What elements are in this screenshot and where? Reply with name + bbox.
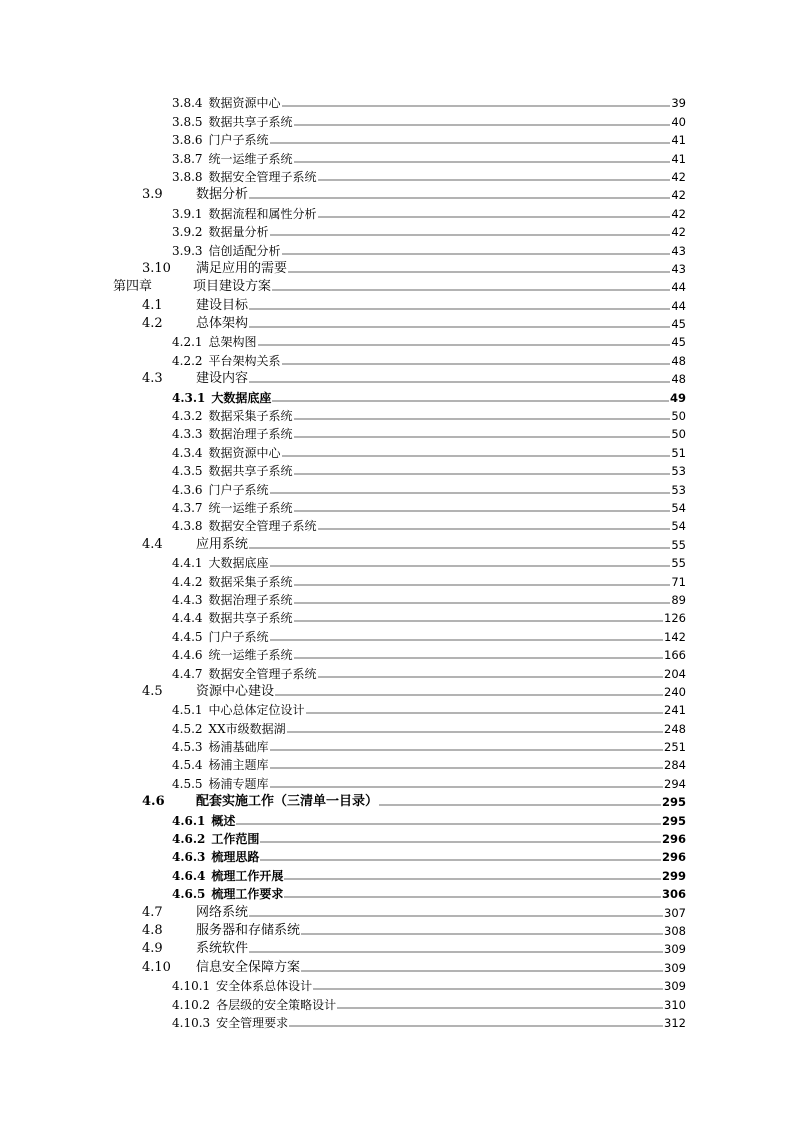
toc-entry-title: 梳理思路 xyxy=(211,850,260,865)
toc-entry-title: 概述 xyxy=(211,813,236,828)
toc-entry-title: 平台架构关系 xyxy=(208,353,281,368)
toc-entry-title: 网络系统 xyxy=(196,904,249,920)
toc-entry-title: 数据共享子系统 xyxy=(208,464,293,479)
toc-entry[interactable] xyxy=(0,405,686,423)
toc-entry-page-number: 48 xyxy=(671,372,686,387)
toc-entry-page-number: 308 xyxy=(664,923,686,938)
toc-entry[interactable] xyxy=(0,92,686,110)
toc-entry-number: 4.5.5 xyxy=(172,776,203,791)
toc-entry-number: 3.8.8 xyxy=(172,169,203,184)
dot-leader xyxy=(249,951,663,953)
dot-leader xyxy=(318,528,671,530)
toc-entry-title: 满足应用的需要 xyxy=(196,260,288,276)
toc-entry-number: 4.4.4 xyxy=(172,611,203,626)
toc-entry[interactable] xyxy=(0,717,686,735)
toc-entry-page-number: 39 xyxy=(671,96,686,111)
toc-entry[interactable] xyxy=(0,166,686,184)
toc-entry-number: 3.9.2 xyxy=(172,225,203,240)
toc-entry-page-number: 41 xyxy=(671,151,686,166)
toc-entry-page-number: 309 xyxy=(664,979,686,994)
toc-entry-page-number: 54 xyxy=(671,500,686,515)
toc-entry-title: 数据采集子系统 xyxy=(208,574,293,589)
toc-entry-page-number: 204 xyxy=(664,666,686,681)
toc-entry[interactable] xyxy=(0,497,686,515)
toc-entry-number: 4.1 xyxy=(142,297,163,313)
dot-leader xyxy=(284,878,661,880)
toc-entry-number: 4.3.2 xyxy=(172,409,203,424)
toc-entry[interactable] xyxy=(0,644,686,662)
toc-entry-title: 资源中心建设 xyxy=(196,683,275,699)
toc-entry-title: 杨浦主题库 xyxy=(208,758,269,773)
dot-leader xyxy=(294,510,671,512)
dot-leader xyxy=(337,1007,663,1009)
toc-entry-number: 3.8.5 xyxy=(172,114,203,129)
toc-entry-title: 总架构图 xyxy=(208,335,257,350)
toc-entry-title: 数据资源中心 xyxy=(208,96,281,111)
toc-entry[interactable] xyxy=(0,883,686,901)
toc-entry-title: 大数据底座 xyxy=(208,556,269,571)
toc-entry-title: 服务器和存储系统 xyxy=(196,922,301,938)
toc-entry[interactable] xyxy=(0,570,686,588)
dot-leader xyxy=(294,418,671,420)
toc-entry-number: 4.4 xyxy=(142,536,163,552)
toc-entry[interactable] xyxy=(0,736,686,754)
toc-entry-page-number: 53 xyxy=(671,482,686,497)
toc-entry-page-number: 41 xyxy=(671,133,686,148)
toc-entry[interactable] xyxy=(0,533,686,551)
toc-entry-number: 3.8.7 xyxy=(172,151,203,166)
toc-entry-title: 数据治理子系统 xyxy=(208,427,293,442)
dot-leader xyxy=(249,308,670,310)
dot-leader xyxy=(270,639,663,641)
dot-leader xyxy=(249,197,670,199)
toc-entry[interactable] xyxy=(0,1012,686,1030)
toc-entry-number: 4.6 xyxy=(142,794,165,810)
toc-entry-number: 4.8 xyxy=(142,922,163,938)
toc-entry-number: 4.5 xyxy=(142,683,163,699)
toc-entry-title: 大数据底座 xyxy=(211,390,272,405)
toc-entry-number: 4.7 xyxy=(142,904,163,920)
toc-entry-number: 4.10 xyxy=(142,959,171,975)
toc-entry-number: 3.8.4 xyxy=(172,96,203,111)
toc-entry-number: 4.5.2 xyxy=(172,721,203,736)
toc-entry-title: 信息安全保障方案 xyxy=(196,959,301,975)
toc-entry-title: 数据共享子系统 xyxy=(208,611,293,626)
toc-entry-page-number: 248 xyxy=(664,721,686,736)
toc-entry[interactable] xyxy=(0,478,686,496)
toc-entry-page-number: 42 xyxy=(671,188,686,203)
toc-entry[interactable] xyxy=(0,349,686,367)
toc-entry-number: 3.9.3 xyxy=(172,243,203,258)
dot-leader xyxy=(301,970,663,972)
dot-leader xyxy=(282,105,671,107)
toc-entry-page-number: 166 xyxy=(664,648,686,663)
toc-entry-title: 项目建设方案 xyxy=(193,279,272,295)
toc-entry-number: 4.6.3 xyxy=(172,850,206,865)
toc-entry-page-number: 55 xyxy=(671,556,686,571)
dot-leader xyxy=(287,731,663,733)
dot-leader xyxy=(260,859,661,861)
toc-entry[interactable] xyxy=(0,441,686,459)
dot-leader xyxy=(258,344,671,346)
dot-leader xyxy=(289,1025,663,1027)
toc-entry-page-number: 42 xyxy=(671,169,686,184)
toc-entry[interactable] xyxy=(0,791,686,809)
toc-entry-page-number: 50 xyxy=(671,427,686,442)
dot-leader xyxy=(294,620,663,622)
toc-entry[interactable] xyxy=(0,515,686,533)
toc-entry-number: 第四章 xyxy=(113,279,153,295)
toc-entry-page-number: 42 xyxy=(671,225,686,240)
toc-entry-title: 应用系统 xyxy=(196,536,249,552)
toc-entry-number: 3.10 xyxy=(142,260,171,276)
toc-entry[interactable] xyxy=(0,662,686,680)
toc-entry-page-number: 55 xyxy=(671,537,686,552)
toc-entry-number: 4.4.1 xyxy=(172,556,203,571)
toc-entry-page-number: 251 xyxy=(664,740,686,755)
dot-leader xyxy=(260,841,661,843)
toc-entry[interactable] xyxy=(0,607,686,625)
toc-entry[interactable] xyxy=(0,276,686,294)
toc-entry[interactable] xyxy=(0,625,686,643)
toc-entry-page-number: 42 xyxy=(671,206,686,221)
toc-entry[interactable] xyxy=(0,552,686,570)
toc-entry-page-number: 296 xyxy=(661,850,686,865)
toc-entry-page-number: 309 xyxy=(664,960,686,975)
toc-entry-title: 数据安全管理子系统 xyxy=(208,666,317,681)
toc-entry-page-number: 296 xyxy=(661,832,686,847)
toc-entry[interactable] xyxy=(0,202,686,220)
toc-entry-page-number: 40 xyxy=(671,114,686,129)
toc-entry-title: 数据量分析 xyxy=(208,225,269,240)
toc-entry[interactable] xyxy=(0,956,686,974)
toc-entry-number: 4.4.7 xyxy=(172,666,203,681)
toc-entry-page-number: 241 xyxy=(664,703,686,718)
dot-leader xyxy=(270,234,671,236)
toc-entry-number: 4.5.1 xyxy=(172,703,203,718)
dot-leader xyxy=(272,289,670,291)
toc-entry-title: 梳理工作开展 xyxy=(211,868,284,883)
dot-leader xyxy=(294,602,671,604)
toc-entry-page-number: 142 xyxy=(664,629,686,644)
toc-entry[interactable] xyxy=(0,294,686,312)
dot-leader xyxy=(272,400,669,402)
toc-entry[interactable] xyxy=(0,920,686,938)
toc-entry[interactable] xyxy=(0,681,686,699)
toc-entry[interactable] xyxy=(0,313,686,331)
toc-entry-page-number: 43 xyxy=(671,243,686,258)
toc-entry-page-number: 310 xyxy=(664,997,686,1012)
toc-entry-page-number: 295 xyxy=(661,813,686,828)
toc-entry-number: 4.6.2 xyxy=(172,832,206,847)
toc-entry[interactable] xyxy=(0,901,686,919)
toc-entry[interactable] xyxy=(0,423,686,441)
toc-entry-title: 中心总体定位设计 xyxy=(208,703,305,718)
toc-entry-number: 4.3.5 xyxy=(172,464,203,479)
toc-entry-page-number: 44 xyxy=(671,298,686,313)
toc-entry-number: 4.5.4 xyxy=(172,758,203,773)
toc-entry[interactable] xyxy=(0,938,686,956)
toc-entry-page-number: 48 xyxy=(671,353,686,368)
toc-entry-title: 统一运维子系统 xyxy=(208,500,293,515)
toc-entry-title: 安全体系总体设计 xyxy=(216,979,313,994)
dot-leader xyxy=(318,179,671,181)
toc-entry[interactable] xyxy=(0,110,686,128)
dot-leader xyxy=(294,473,671,475)
toc-entry-page-number: 284 xyxy=(664,758,686,773)
toc-entry-number: 4.4.6 xyxy=(172,648,203,663)
toc-entry[interactable] xyxy=(0,386,686,404)
toc-entry-number: 4.3.4 xyxy=(172,445,203,460)
toc-entry-number: 4.2 xyxy=(142,316,163,332)
dot-leader xyxy=(294,657,663,659)
toc-entry[interactable] xyxy=(0,754,686,772)
dot-leader xyxy=(284,896,661,898)
toc-entry-title: 建设内容 xyxy=(196,371,249,387)
toc-entry-title: 统一运维子系统 xyxy=(208,151,293,166)
toc-entry-number: 4.10.1 xyxy=(172,979,211,994)
toc-entry-title: 数据治理子系统 xyxy=(208,592,293,607)
toc-entry[interactable] xyxy=(0,846,686,864)
toc-entry-page-number: 49 xyxy=(669,390,686,405)
toc-entry-number: 4.9 xyxy=(142,941,163,957)
toc-entry-title: 数据分析 xyxy=(196,187,249,203)
toc-entry-number: 4.4.2 xyxy=(172,574,203,589)
toc-entry-title: 数据共享子系统 xyxy=(208,114,293,129)
toc-entry[interactable] xyxy=(0,864,686,882)
toc-entry-number: 4.6.1 xyxy=(172,813,206,828)
dot-leader xyxy=(236,823,661,825)
toc-entry-page-number: 53 xyxy=(671,464,686,479)
toc-entry-page-number: 294 xyxy=(664,776,686,791)
dot-leader xyxy=(282,363,671,365)
toc-entry-title: 门户子系统 xyxy=(208,482,269,497)
toc-entry-title: 各层级的安全策略设计 xyxy=(216,997,337,1012)
table-of-contents xyxy=(0,92,794,1030)
toc-entry[interactable] xyxy=(0,129,686,147)
dot-leader xyxy=(294,161,671,163)
toc-entry-number: 4.10.2 xyxy=(172,997,211,1012)
toc-entry-title: 信创适配分析 xyxy=(208,243,281,258)
toc-entry-title: 数据资源中心 xyxy=(208,445,281,460)
toc-entry-title: 总体架构 xyxy=(196,316,249,332)
dot-leader xyxy=(275,694,663,696)
dot-leader xyxy=(249,547,670,549)
dot-leader xyxy=(379,804,661,806)
toc-entry-title: 安全管理要求 xyxy=(216,1015,289,1030)
toc-entry-page-number: 45 xyxy=(671,317,686,332)
toc-entry-number: 4.2.1 xyxy=(172,335,203,350)
toc-entry[interactable] xyxy=(0,828,686,846)
toc-entry-page-number: 50 xyxy=(671,409,686,424)
toc-entry-number: 4.6.4 xyxy=(172,868,206,883)
toc-entry-number: 4.3.3 xyxy=(172,427,203,442)
dot-leader xyxy=(318,216,671,218)
toc-entry-number: 3.9 xyxy=(142,187,163,203)
toc-entry-title: 杨浦基础库 xyxy=(208,740,269,755)
toc-entry[interactable] xyxy=(0,368,686,386)
toc-entry-title: 建设目标 xyxy=(196,297,249,313)
dot-leader xyxy=(249,381,670,383)
toc-entry-page-number: 51 xyxy=(671,445,686,460)
toc-entry-page-number: 126 xyxy=(664,611,686,626)
toc-entry-number: 4.4.5 xyxy=(172,629,203,644)
dot-leader xyxy=(282,455,671,457)
toc-entry[interactable] xyxy=(0,975,686,993)
toc-entry-page-number: 312 xyxy=(664,1015,686,1030)
toc-entry-title: 门户子系统 xyxy=(208,133,269,148)
toc-entry-title: 系统软件 xyxy=(196,941,249,957)
toc-entry-page-number: 299 xyxy=(661,868,686,883)
toc-entry-page-number: 54 xyxy=(671,519,686,534)
toc-entry[interactable] xyxy=(0,221,686,239)
toc-entry-title: 工作范围 xyxy=(211,832,260,847)
toc-entry-title: XX市级数据湖 xyxy=(208,721,286,736)
dot-leader xyxy=(288,271,670,273)
toc-entry[interactable] xyxy=(0,184,686,202)
toc-entry[interactable] xyxy=(0,331,686,349)
toc-entry-title: 门户子系统 xyxy=(208,629,269,644)
toc-entry-title: 杨浦专题库 xyxy=(208,776,269,791)
dot-leader xyxy=(301,933,663,935)
toc-entry-number: 4.6.5 xyxy=(172,887,206,902)
toc-entry[interactable] xyxy=(0,993,686,1011)
toc-entry-title: 数据采集子系统 xyxy=(208,409,293,424)
toc-entry-title: 统一运维子系统 xyxy=(208,648,293,663)
dot-leader xyxy=(318,676,663,678)
toc-entry-title: 梳理工作要求 xyxy=(211,887,284,902)
toc-entry-title: 数据安全管理子系统 xyxy=(208,169,317,184)
toc-entry-page-number: 89 xyxy=(671,592,686,607)
toc-entry-page-number: 71 xyxy=(671,574,686,589)
toc-entry-number: 4.4.3 xyxy=(172,592,203,607)
toc-entry-page-number: 44 xyxy=(671,280,686,295)
toc-entry-page-number: 307 xyxy=(664,905,686,920)
toc-entry-number: 4.3 xyxy=(142,371,163,387)
toc-entry-number: 4.2.2 xyxy=(172,353,203,368)
toc-entry-number: 4.3.6 xyxy=(172,482,203,497)
toc-entry-page-number: 240 xyxy=(664,684,686,699)
dot-leader xyxy=(294,436,671,438)
toc-entry[interactable] xyxy=(0,460,686,478)
dot-leader xyxy=(249,915,663,917)
toc-entry[interactable] xyxy=(0,258,686,276)
toc-entry[interactable] xyxy=(0,772,686,790)
toc-entry[interactable] xyxy=(0,589,686,607)
toc-entry-page-number: 45 xyxy=(671,335,686,350)
toc-entry-number: 4.10.3 xyxy=(172,1015,211,1030)
toc-entry-number: 3.9.1 xyxy=(172,206,203,221)
toc-entry-page-number: 43 xyxy=(671,261,686,276)
toc-entry[interactable] xyxy=(0,239,686,257)
toc-entry-page-number: 295 xyxy=(661,795,686,810)
toc-entry-page-number: 309 xyxy=(664,942,686,957)
toc-entry-title: 数据流程和属性分析 xyxy=(208,206,317,221)
toc-entry-number: 3.8.6 xyxy=(172,133,203,148)
toc-entry-number: 4.3.1 xyxy=(172,390,206,405)
dot-leader xyxy=(306,712,663,714)
dot-leader xyxy=(270,749,663,751)
dot-leader xyxy=(270,767,663,769)
toc-entry[interactable] xyxy=(0,147,686,165)
dot-leader xyxy=(249,326,670,328)
toc-entry-number: 4.3.8 xyxy=(172,519,203,534)
toc-entry-page-number: 306 xyxy=(661,887,686,902)
toc-entry-number: 4.5.3 xyxy=(172,740,203,755)
toc-entry[interactable] xyxy=(0,699,686,717)
dot-leader xyxy=(294,584,671,586)
dot-leader xyxy=(313,988,663,990)
toc-entry-number: 4.3.7 xyxy=(172,500,203,515)
dot-leader xyxy=(270,565,671,567)
toc-entry-title: 配套实施工作（三清单一目录） xyxy=(196,794,379,810)
dot-leader xyxy=(294,124,671,126)
dot-leader xyxy=(282,253,671,255)
toc-entry-title: 数据安全管理子系统 xyxy=(208,519,317,534)
dot-leader xyxy=(270,492,671,494)
dot-leader xyxy=(270,142,671,144)
toc-entry[interactable] xyxy=(0,809,686,827)
dot-leader xyxy=(270,786,663,788)
